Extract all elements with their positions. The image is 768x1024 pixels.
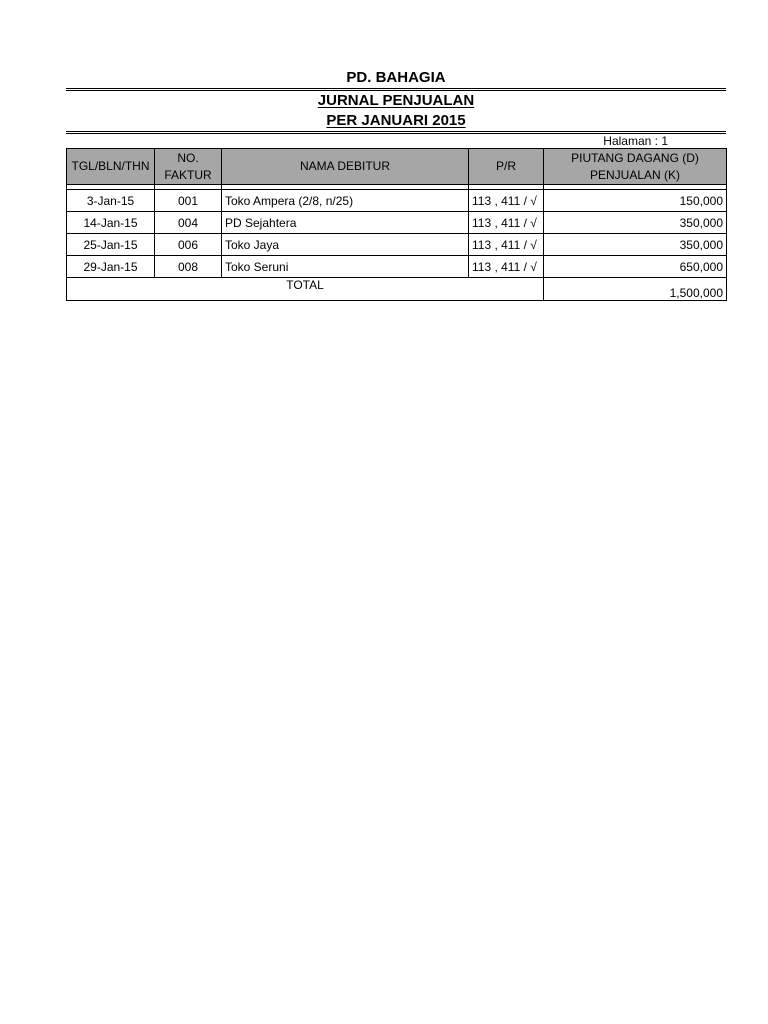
cell-amount: 350,000 <box>544 234 727 256</box>
journal-title: JURNAL PENJUALAN <box>317 92 475 109</box>
table-row <box>67 256 727 278</box>
period-title: PER JANUARI 2015 <box>326 112 466 129</box>
total-value: 1,500,000 <box>544 278 727 301</box>
total-row <box>67 278 727 301</box>
cell-invoice: 008 <box>155 256 222 278</box>
cell-date: 29-Jan-15 <box>67 256 155 278</box>
cell-date: 14-Jan-15 <box>67 212 155 234</box>
cell-invoice: 006 <box>155 234 222 256</box>
col-amount <box>544 149 727 185</box>
col-invoice-line1: NO. <box>177 150 199 165</box>
col-invoice <box>155 149 222 185</box>
table-row <box>67 212 727 234</box>
cell-debtor: Toko Jaya <box>222 234 469 256</box>
company-name: PD. BAHAGIA <box>346 69 446 86</box>
total-label: TOTAL <box>67 278 544 301</box>
header-row <box>67 149 727 185</box>
cell-ref: 113 , 411 / √ <box>469 190 544 212</box>
col-amount-line2: PENJUALAN (K) <box>589 167 681 182</box>
col-debtor: NAMA DEBITUR <box>222 149 469 185</box>
journal-sheet <box>66 66 726 301</box>
cell-invoice: 004 <box>155 212 222 234</box>
col-ref: P/R <box>469 149 544 185</box>
cell-date: 25-Jan-15 <box>67 234 155 256</box>
cell-debtor: PD Sejahtera <box>222 212 469 234</box>
cell-date: 3-Jan-15 <box>67 190 155 212</box>
col-amount-line1: PIUTANG DAGANG (D) <box>571 150 699 165</box>
col-date: TGL/BLN/THN <box>67 149 155 185</box>
cell-debtor: Toko Ampera (2/8, n/25) <box>222 190 469 212</box>
page-number: Halaman : 1 <box>603 134 668 148</box>
cell-ref: 113 , 411 / √ <box>469 256 544 278</box>
sales-journal-table <box>66 148 727 301</box>
cell-amount: 150,000 <box>544 190 727 212</box>
cell-amount: 650,000 <box>544 256 727 278</box>
table-row <box>67 234 727 256</box>
cell-debtor: Toko Seruni <box>222 256 469 278</box>
cell-amount: 350,000 <box>544 212 727 234</box>
table-row <box>67 190 727 212</box>
col-invoice-line2: FAKTUR <box>164 167 212 182</box>
cell-invoice: 001 <box>155 190 222 212</box>
cell-ref: 113 , 411 / √ <box>469 212 544 234</box>
cell-ref: 113 , 411 / √ <box>469 234 544 256</box>
